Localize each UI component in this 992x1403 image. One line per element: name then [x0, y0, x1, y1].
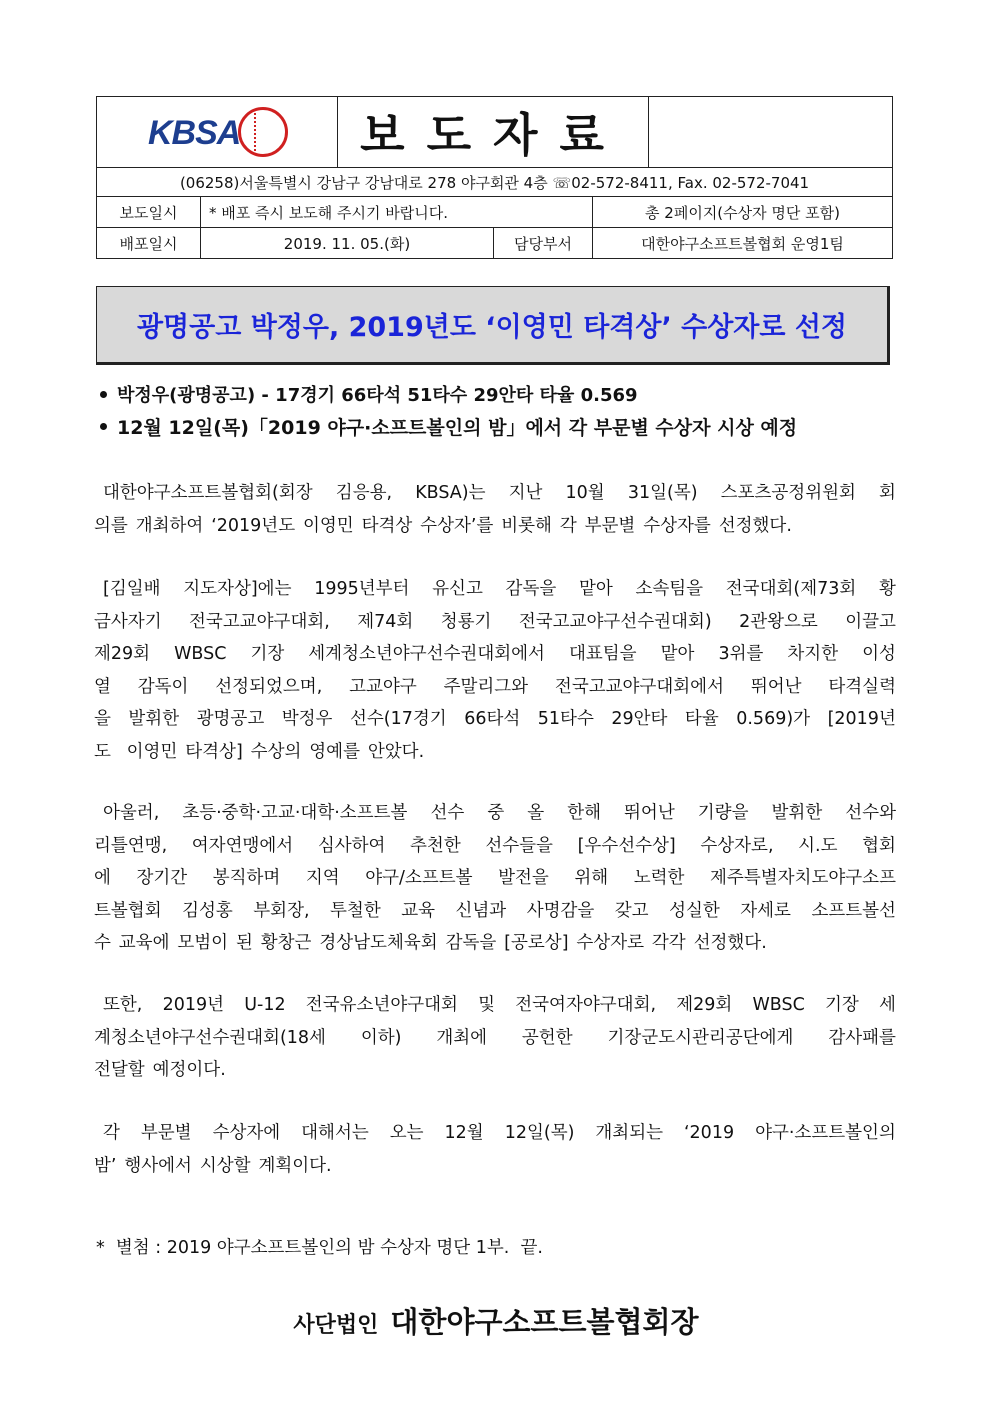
paragraph-line: 아울러, 초등·중학·고교·대학·소프트볼 선수 중 올 한해 뛰어난 기량을 발휘한 선수와: [103, 803, 896, 823]
bullet-icon: [100, 423, 107, 430]
paragraph-line: 을 발휘한 광명공고 박정우 선수(17경기 66타석 51타수 29안타 타율 0.569)가 [2019년: [94, 709, 896, 729]
paragraph-line: 또한, 2019년 U-12 전국유소년야구대회 및 전국여자야구대회, 제29회 WBSC 기장 세: [103, 995, 896, 1015]
bullet-icon: [100, 391, 107, 398]
attachment-note: * 별첨 : 2019 야구소프트볼인의 밤 수상자 명단 1부. 끝.: [96, 1238, 543, 1258]
doc-title: 보도자료: [338, 97, 649, 168]
release-label: 보도일시: [97, 197, 201, 228]
paragraph-line: 계청소년야구선수권대회(18세 이하) 개최에 공헌한 기장군도시관리공단에게 감사패를: [94, 1027, 896, 1048]
paragraph-line: 열 감독이 선정되었으며, 고교야구 주말리그와 전국고교야구대회에서 뛰어난 타격실력: [94, 676, 896, 697]
baseball-icon: [238, 107, 288, 157]
logo-cell: [97, 97, 338, 168]
department-value: 대한야구소프트볼협회 운영1팀: [593, 228, 893, 259]
paragraph-line: 각 부문별 수상자에 대해서는 오는 12월 12일(목) 개최되는 ‘2019 야구·소프트볼인의: [103, 1123, 896, 1143]
release-value: * 배포 즉시 보도해 주시기 바랍니다.: [201, 197, 593, 228]
paragraph-2: [94, 573, 896, 768]
paragraph-line: 리틀연맹, 여자연맹에서 심사하여 추천한 선수들을 [우수선수상] 수상자로, 시.도 협회: [94, 835, 896, 856]
distribution-date: 2019. 11. 05.(화): [201, 228, 494, 259]
paragraph-line: 에 장기간 봉직하며 지역 야구/소프트볼 발전을 위해 노력한 제주특별자치도야구소프: [94, 868, 896, 888]
empty-cell: [649, 97, 893, 168]
paragraph-line: 수 교육에 모범이 된 황창근 경상남도체육회 감독을 [공로상] 수상자로 각각 선정했다.: [94, 933, 767, 953]
paragraph-3: [94, 797, 896, 960]
paragraph-1: [94, 477, 896, 542]
paragraph-line: 금사자기 전국고교야구대회, 제74회 청룡기 전국고교야구선수권대회) 2관왕으로 이끌고: [94, 611, 896, 632]
paragraph-line: [김일배 지도자상]에는 1995년부터 유신고 감독을 맡아 소속팀을 전국대회(제73회 황: [103, 579, 896, 599]
page-count: 총 2페이지(수상자 명단 포함): [593, 197, 893, 228]
logo-text: KBSA: [148, 114, 241, 152]
paragraph-line: 밤’ 행사에서 시상할 계획이다.: [94, 1155, 332, 1176]
distribution-label: 배포일시: [97, 228, 201, 259]
paragraph-5: [94, 1117, 896, 1182]
paragraph-line: 대한야구소프트볼협회(회장 김응용, KBSA)는 지난 10월 31일(목) 스포츠공정위원회 회: [103, 483, 896, 503]
address-line: (06258)서울특별시 강남구 강남대로 278 야구회관 4층 ☏02-572-8411, Fax. 02-572-7041: [97, 168, 893, 197]
bullet-item: 12월 12일(목)「2019 야구·소프트볼인의 밤」에서 각 부문별 수상자 시상 예정: [100, 412, 900, 444]
signature-prefix: 사단법인: [293, 1313, 379, 1338]
paragraph-line: 전달할 예정이다.: [94, 1060, 226, 1080]
header-table: [96, 96, 893, 259]
summary-bullets: [100, 380, 900, 444]
paragraph-4: [94, 989, 896, 1087]
bullet-item: 박정우(광명공고) - 17경기 66타석 51타수 29안타 타율 0.569: [100, 380, 900, 412]
department-label: 담당부서: [494, 228, 593, 259]
paragraph-line: 의를 개최하여 ‘2019년도 이영민 타격상 수상자’를 비롯해 각 부문별 수상자를 선정했다.: [94, 515, 792, 536]
headline: 광명공고 박정우, 2019년도 ‘이영민 타격상’ 수상자로 선정: [96, 286, 890, 365]
signature: [0, 1300, 992, 1341]
kbsa-logo: [142, 103, 292, 161]
paragraph-line: 제29회 WBSC 기장 세계청소년야구선수권대회에서 대표팀을 맡아 3위를 차지한 이성: [94, 644, 896, 664]
paragraph-line: 도 이영민 타격상] 수상의 영예를 안았다.: [94, 741, 425, 762]
signature-name: 대한야구소프트볼협회장: [390, 1305, 699, 1339]
paragraph-line: 트볼협회 김성홍 부회장, 투철한 교육 신념과 사명감을 갖고 성실한 자세로 소프트볼선: [94, 900, 896, 921]
